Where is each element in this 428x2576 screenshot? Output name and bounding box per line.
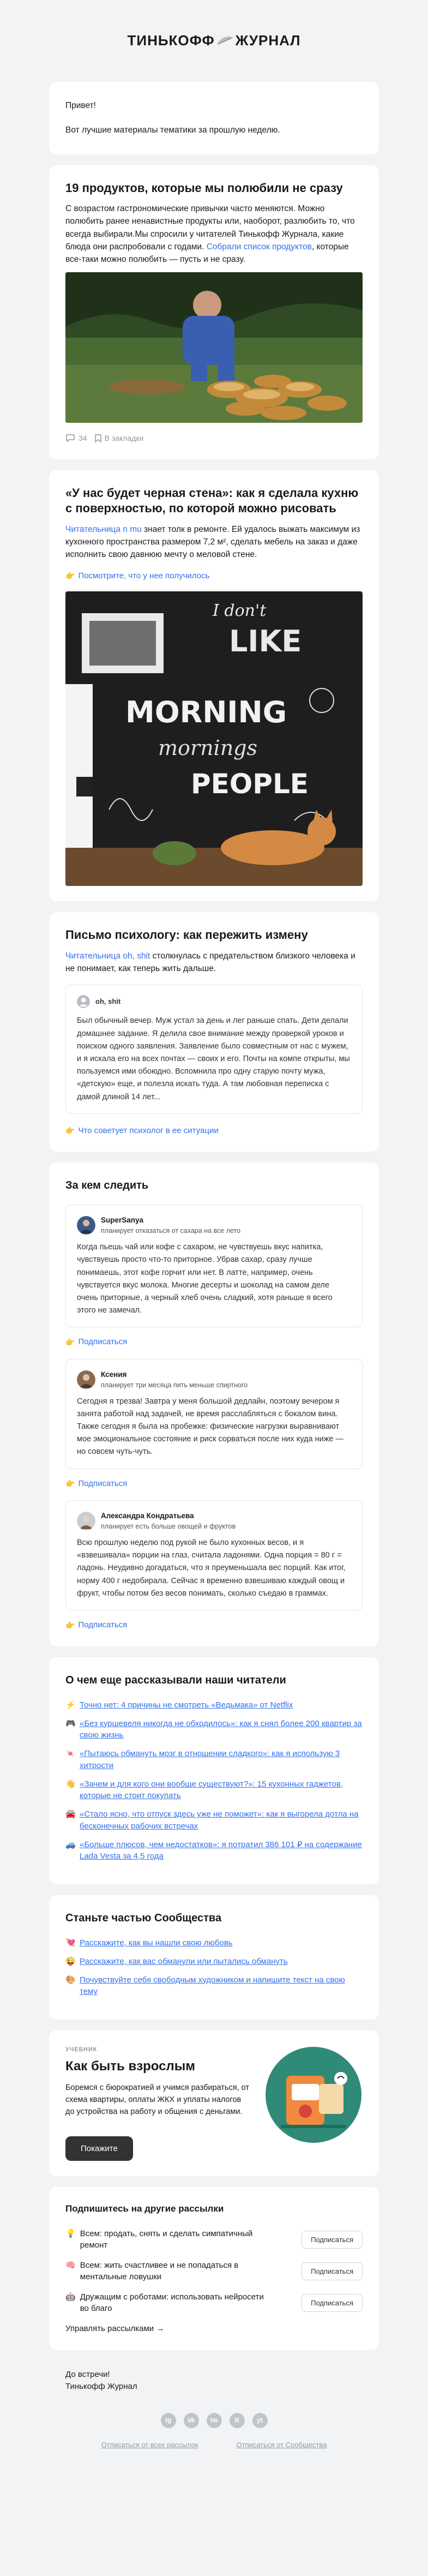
logo-left: ТИНЬКОФФ [127, 32, 215, 49]
hand-pointing-icon: 👉 [65, 1620, 75, 1630]
subscription-text [65, 2228, 273, 2251]
item-icon: 💘 [65, 1938, 76, 1948]
post-author[interactable]: SuperSanya [101, 1216, 144, 1225]
item-link[interactable]: Расскажите, как вы нашли свою любовь [80, 1938, 233, 1948]
subscription-icon: 🧠 [65, 2261, 76, 2271]
quote-text: Был обычный вечер. Муж устал за день и лег раньше спать. Дети делали домашнее задание. Я делила свое внимание между проверкой уроков и поиском одного заявления. Заявление было совместным от нас с мужем, и я искала его на всех почтах — своих и его. Почты на компе открыты, мы пользуемся ими обоюдно. Вспомнила про одну старую почту мужа, «детскую» еще, и полезла искать туда. А там любовная переписка с дамой длиной 14 лет... [77, 1016, 350, 1101]
intro-text: Вот лучшие материалы тематики за прошлую неделю. [65, 125, 280, 135]
subscription-text [65, 2260, 273, 2283]
quote-author-name: oh, shit [95, 997, 121, 1006]
list-item [65, 1956, 363, 1968]
avatar[interactable] [77, 1512, 95, 1530]
vk-icon[interactable]: vk [184, 2413, 199, 2428]
quote-block [65, 985, 363, 1113]
telegram-icon[interactable]: tg [161, 2413, 176, 2428]
subscribe-label: Подписаться [78, 1620, 128, 1630]
post-header [77, 1369, 351, 1390]
item-icon: 🎮 [65, 1718, 76, 1728]
item-icon: ⚡ [65, 1700, 76, 1710]
subscription-row [65, 2228, 363, 2251]
course-text: Боремся с бюрократией и учимся разбираться, от схема квартиры, оплаты ЖКХ и уплаты налогов до устройства на работу и общения с деньгами. [65, 2083, 250, 2116]
footer-links [49, 2440, 379, 2451]
article-text-part: знает толк в ремонте. Ей удалось выжать максимум из кухонного пространства размером 7,2 м², сделать мебель на заказ и даже исполнить свою давнюю мечту о меловой стене. [65, 524, 360, 560]
list-item [65, 1808, 363, 1832]
manage-subscriptions-link[interactable]: Управлять рассылками → [65, 2324, 165, 2334]
avatar[interactable] [77, 1216, 95, 1235]
board-line-3: MORNING [125, 695, 287, 730]
section-title: Станьте частью Сообщества [65, 1912, 222, 1925]
quote-author [77, 995, 351, 1008]
twitter-icon[interactable]: tw [207, 2413, 222, 2428]
list-item [65, 1974, 363, 1998]
subscribe-button[interactable]: Подписаться [302, 2294, 363, 2312]
hand-pointing-icon: 👉 [65, 1338, 75, 1347]
post-author[interactable]: Ксения [101, 1370, 127, 1379]
subscribe-link[interactable] [65, 1478, 363, 1490]
subscription-icon: 🤖 [65, 2292, 76, 2302]
post-header [77, 1511, 351, 1531]
article-card-psychologist [49, 912, 379, 1152]
article-stats [65, 433, 363, 444]
user-post [65, 1359, 363, 1469]
outro-signature: Тинькофф Журнал [65, 2382, 137, 2392]
section-title: За кем следить [65, 1179, 149, 1192]
subscription-label: Дружащим с роботами: использовать нейросети во благо [80, 2292, 264, 2314]
article-card-kitchen [49, 470, 379, 902]
subscribe-label: Подписаться [78, 1337, 128, 1347]
outro [49, 2361, 379, 2410]
author-link[interactable]: Читательница п mu [65, 524, 142, 534]
header [49, 0, 379, 82]
subscribe-link[interactable] [65, 1619, 363, 1631]
list-item [65, 1839, 363, 1863]
unsubscribe-all-link[interactable]: Отписаться от всех рассылок [101, 2440, 198, 2449]
hand-pointing-icon: 👉 [65, 1479, 75, 1488]
item-link[interactable]: «Зачем и для кого они вообще существуют?»: 15 кухонных гаджетов, которые не стоит покупать [80, 1779, 343, 1801]
subscribe-button[interactable]: Подписаться [302, 2231, 363, 2249]
greeting: Привет! [65, 101, 96, 110]
feather-icon [216, 35, 234, 46]
post-text: Когда пьешь чай или кофе с сахаром, не чувствуешь вкус напитка, чувствуешь просто что-то приторное. Убрав сахар, сразу лучше понимаешь, этот кофе горчит или нет. В латте, например, очень чувствуется вкус молока. Многие десерты и шоколад на самом деле очень приторные, а черный хлеб очень сладкий, хотя раньше я всего этого не замечал. [77, 1243, 333, 1315]
article-text-part: С возрастом гастрономические привычки часто меняются. Можно полюбить ранее ненавистные продукты или, наоборот, разлюбить то, что всегда выбирали.Мы спросили у читателей Тинькофф Журнала, какие блюда они распробовали с годами. [65, 204, 355, 251]
subscription-label: Всем: жить счастливее и не попадаться в ментальные ловушки [80, 2261, 239, 2282]
bookmark-label: В закладки [104, 434, 144, 443]
subscription-row [65, 2291, 363, 2314]
youtube-icon[interactable]: yt [252, 2413, 268, 2428]
article-text [65, 202, 363, 266]
avatar[interactable] [77, 1370, 95, 1389]
list-item [65, 1937, 363, 1949]
readers-list [65, 1699, 363, 1862]
article-card-products [49, 165, 379, 459]
item-link[interactable]: Почувствуйте себя свободным художником и напишите текст на свою тему [80, 1975, 345, 1997]
post-header [77, 1215, 351, 1236]
post-subtitle: планирует отказаться от сахара на все лето [101, 1227, 241, 1235]
community-list [65, 1937, 363, 1998]
subscribe-label: Подписаться [78, 1478, 128, 1488]
course-tag: УЧЕБНИК [65, 2046, 98, 2053]
board-line-4: mornings [158, 736, 258, 760]
section-title: Подпишитесь на другие рассылки [65, 2203, 224, 2214]
article-text [65, 950, 363, 975]
item-link[interactable]: Точно нет: 4 причины не смотреть «Ведьмака» от Netflix [80, 1700, 293, 1710]
hand-pointing-icon: 👉 [65, 571, 75, 580]
post-text: Всю прошлую неделю под рукой не было кухонных весов, и я «взвешивала» порции на глаз, считала ладонями. Одна порция = 80 г = ладонь. Неудивно догадаться, что я преуменьшала вес порций. Как итог, норму 400 г недобирала. Сейчас я временно взвешиваю каждый овощ и фрукт, чтобы потом без весов понимать, сколько съедаю в граммах. [77, 1538, 346, 1598]
item-icon: 🍬 [65, 1749, 76, 1759]
list-item [65, 1718, 363, 1742]
article-text-part: столкнулась с предательством близкого человека и не понимает, как теперь жить дальше. [65, 951, 355, 974]
item-link[interactable]: «Без куршевеля никогда не обходилось»: как я снял более 200 квартир за свою жизнь [80, 1718, 362, 1740]
subscription-icon: 💡 [65, 2229, 76, 2239]
list-item [65, 1699, 363, 1711]
bookmark-button[interactable] [95, 433, 144, 444]
unsubscribe-community-link[interactable]: Отписаться от Сообщества [236, 2440, 327, 2449]
subscribe-button[interactable]: Подписаться [302, 2262, 363, 2280]
article-image-chalkboard[interactable] [65, 591, 363, 886]
social-links [49, 2413, 379, 2428]
list-item [65, 1748, 363, 1772]
user-post [65, 1205, 363, 1327]
comments-counter[interactable] [65, 433, 87, 444]
logo[interactable] [128, 31, 301, 51]
subscription-text [65, 2291, 273, 2314]
article-text-part: , которые все-таки можно полюбить — пусть и не сразу. [65, 242, 349, 265]
author-link[interactable]: Читательница oh, shit [65, 951, 150, 961]
post-subtitle: планирует три месяца пить меньше спиртного [101, 1381, 248, 1389]
community-card [49, 1895, 379, 2020]
logo-right: ЖУРНАЛ [235, 32, 301, 49]
comments-count: 34 [79, 434, 87, 443]
tiktok-icon[interactable]: tt [230, 2413, 245, 2428]
follow-card [49, 1163, 379, 1646]
course-title[interactable]: Как быть взрослым [65, 2058, 195, 2074]
course-card [49, 2030, 379, 2176]
post-subtitle: планирует есть больше овощей и фруктов [101, 1522, 236, 1530]
show-button[interactable]: Покажите [65, 2136, 133, 2161]
cta-label: Что советует психолог в ее ситуации [78, 1125, 219, 1135]
cta-label: Посмотрите, что у нее получилось [78, 571, 210, 580]
hand-pointing-icon: 👉 [65, 1126, 75, 1135]
subscription-row [65, 2260, 363, 2283]
article-link[interactable]: Собрали список продуктов [206, 242, 312, 251]
board-line-1: I don't [213, 601, 267, 621]
item-icon: 👋 [65, 1779, 76, 1789]
item-icon: 🚙 [65, 1840, 76, 1849]
subscription-label: Всем: продать, снять и сделать симпатичный ремонт [80, 2229, 253, 2250]
article-cta[interactable] [65, 1125, 363, 1137]
comment-icon [65, 434, 75, 442]
item-link[interactable]: «Больше плюсов, чем недостатков»: я потратил 386 101 ₽ на содержание Lada Vesta за 4,5 года [80, 1840, 362, 1861]
item-icon: 🚘 [65, 1810, 76, 1819]
readers-card [49, 1657, 379, 1884]
article-title[interactable]: 19 продуктов, которые мы полюбили не сразу [65, 181, 343, 195]
bookmark-icon [95, 434, 101, 442]
item-link[interactable]: «Пытаюсь обмануть мозг в отношении сладкого»: как я использую 3 хитрости [80, 1749, 340, 1770]
list-item [65, 1778, 363, 1802]
article-title[interactable]: «У нас будет черная стена»: как я сделала кухню с поверхностью, по которой можно рисовать [65, 486, 359, 516]
post-author[interactable]: Александра Кондратьева [101, 1512, 194, 1520]
course-illustration [264, 2046, 363, 2144]
course-block [65, 2046, 363, 2161]
item-icon: 🎨 [65, 1975, 76, 1985]
board-line-2: LIKE [229, 624, 302, 659]
outro-line: До встречи! [65, 2369, 110, 2379]
subscribe-link[interactable] [65, 1336, 363, 1348]
section-title: О чем еще рассказывали наши читатели [65, 1674, 286, 1686]
article-text [65, 523, 363, 561]
subscriptions-card [49, 2187, 379, 2350]
post-text: Сегодня я трезва! Завтра у меня большой дедлайн, поэтому вечером я занята работой над задачей, не время расслабляться с бокалом вина. Также сегодня я была на пробежке: физические нагрузки выравнивают мое эмоциональное состояние и риск сорваться после них куда ниже — но совсем чуть-чуть. [77, 1397, 343, 1457]
item-icon: 😜 [65, 1956, 76, 1966]
intro-card [49, 82, 379, 154]
course-info [65, 2046, 251, 2161]
user-post [65, 1500, 363, 1610]
article-image-mushrooms[interactable] [65, 272, 363, 423]
article-cta[interactable] [65, 570, 363, 582]
item-link[interactable]: Расскажите, как вас обманули или пытались обмануть [80, 1956, 288, 1966]
item-link[interactable]: «Стало ясно, что отпуск здесь уже не поможет»: как я выгорела дотла на бесконечных рабочих встречах [80, 1810, 359, 1831]
board-line-5: PEOPLE [191, 768, 309, 800]
article-title[interactable]: Письмо психологу: как пережить измену [65, 928, 308, 942]
avatar [77, 995, 90, 1008]
